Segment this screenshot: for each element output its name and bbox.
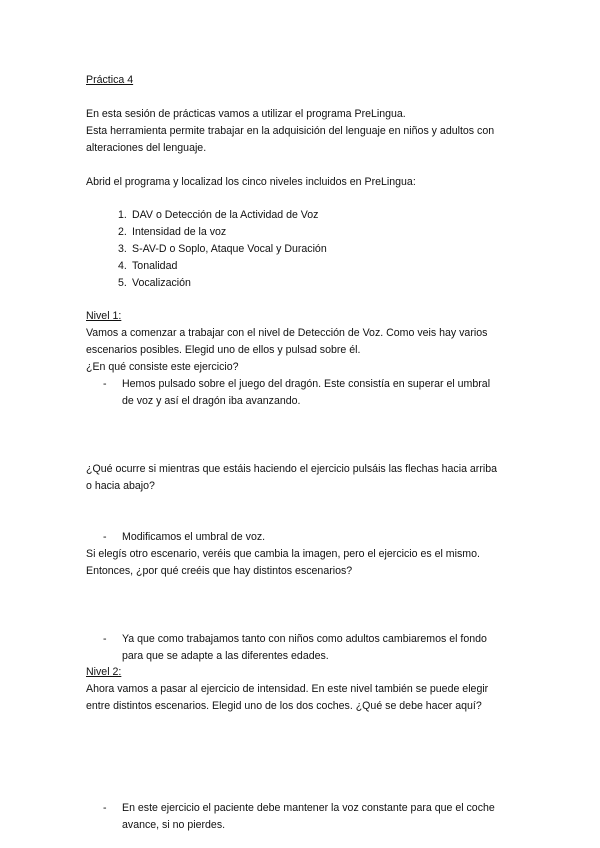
page-title: Práctica 4	[86, 74, 134, 86]
nivel1-answer3: - Ya que como trabajamos tanto con niños como adultos cambiaremos el fondo para que se adapte a las diferentes edades.	[103, 633, 487, 662]
dash-bullet: -	[103, 802, 107, 814]
nivel2-paragraph	[86, 681, 526, 715]
list-item: 2. Intensidad de la voz	[118, 226, 227, 238]
nivel2-heading: Nivel 2:	[86, 666, 122, 678]
nivel2-answer1: - En este ejercicio el paciente debe mantener la voz constante para que el coche avance, si no pierdes.	[103, 802, 495, 831]
paragraph-line: entre distintos escenarios. Elegid uno de los dos coches. ¿Qué se debe hacer aquí?	[86, 700, 482, 712]
intro-paragraph	[86, 106, 526, 157]
list-item: 4. Tonalidad	[118, 260, 178, 272]
paragraph-line: escenarios posibles. Elegid uno de ellos y pulsad sobre él.	[86, 344, 361, 356]
paragraph-line: Ahora vamos a pasar al ejercicio de intensidad. En este nivel también se puede elegir	[86, 683, 489, 695]
intro-line: alteraciones del lenguaje.	[86, 142, 207, 154]
nivel1-answer1: - Hemos pulsado sobre el juego del dragón. Este consistía en superar el umbral de voz y así el dragón iba avanzando.	[103, 378, 491, 407]
nivel1-paragraph	[86, 325, 526, 376]
intro-line: Esta herramienta permite trabajar en la adquisición del lenguaje en niños y adultos con	[86, 125, 495, 137]
nivel1-question2: ¿Qué ocurre si mientras que estáis haciendo el ejercicio pulsáis las flechas hacia arriba o hacia abajo?	[86, 463, 498, 492]
nivel1-answer2: - Modificamos el umbral de voz.	[86, 529, 526, 546]
dash-bullet: -	[103, 531, 107, 543]
intro-line: En esta sesión de prácticas vamos a utilizar el programa PreLingua.	[86, 108, 406, 120]
list-item: 1. DAV o Detección de la Actividad de Voz	[118, 209, 319, 221]
paragraph-line: ¿En qué consiste este ejercicio?	[86, 361, 239, 373]
dash-bullet: -	[103, 633, 107, 645]
list-item: 3. S-AV-D o Soplo, Ataque Vocal y Duración	[118, 243, 327, 255]
nivel1-heading: Nivel 1:	[86, 310, 122, 322]
levels-list	[118, 207, 558, 292]
list-item: 5. Vocalización	[118, 277, 191, 289]
paragraph-line: Vamos a comenzar a trabajar con el nivel de Detección de Voz. Como veis hay varios	[86, 327, 488, 339]
nivel1-question3: Si elegís otro escenario, veréis que cambia la imagen, pero el ejercicio es el mismo. Entonces, ¿por qué creéis que hay distintos escenarios?	[86, 548, 480, 577]
dash-bullet: -	[103, 378, 107, 390]
open-instruction: Abrid el programa y localizad los cinco niveles incluidos en PreLingua:	[86, 176, 416, 188]
